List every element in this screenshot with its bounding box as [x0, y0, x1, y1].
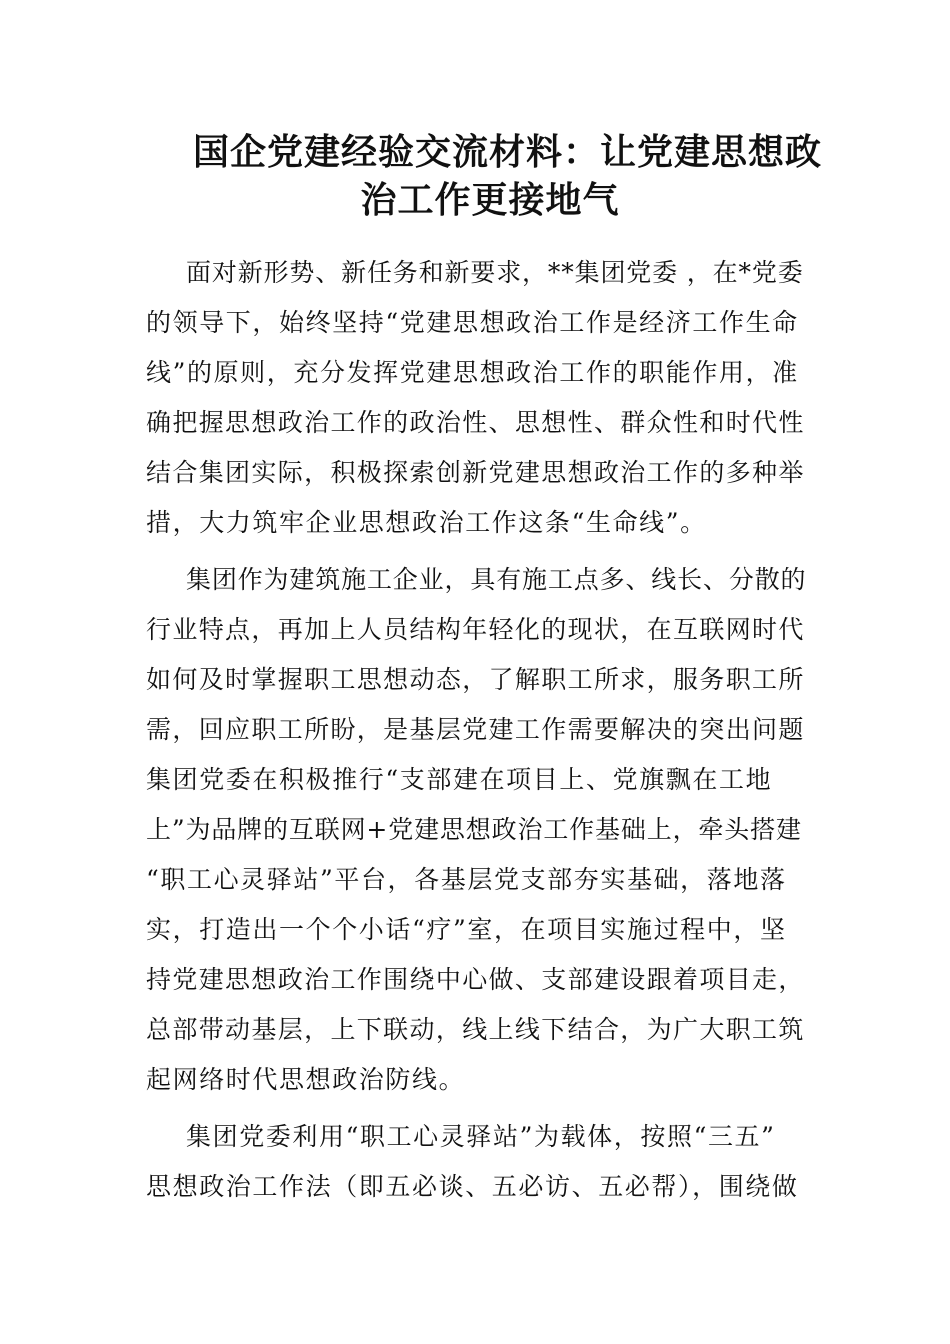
paragraph-2-line-10: 总部带动基层，上下联动，线上线下结合，为广大职工筑: [146, 1015, 805, 1044]
paragraph-2-line-4: 需，回应职工所盼，是基层党建工作需要解决的突出问题: [146, 715, 805, 744]
paragraph-2-line-1: 集团作为建筑施工企业，具有施工点多、线长、分散的: [186, 565, 807, 594]
paragraph-1-line-5: 结合集团实际，积极探索创新党建思想政治工作的多种举: [146, 458, 805, 487]
paragraph-2-line-6: 上”为品牌的互联网+党建思想政治工作基础上，牵头搭建: [146, 815, 802, 844]
document-title-line-2: 治工作更接地气: [360, 179, 620, 221]
paragraph-3-line-1: 集团党委利用“职工心灵驿站”为载体，按照“三五”: [186, 1122, 776, 1151]
paragraph-3-line-2: 思想政治工作法（即五必谈、五必访、五必帮），围绕做: [146, 1172, 799, 1201]
paragraph-1-line-1: 面对新形势、新任务和新要求，**集团党委 ，在*党委: [186, 258, 804, 287]
paragraph-1-line-3: 线”的原则，充分发挥党建思想政治工作的职能作用，准: [146, 358, 799, 387]
paragraph-1-line-2: 的领导下，始终坚持“党建思想政治工作是经济工作生命: [146, 308, 799, 337]
paragraph-2-line-11: 起网络时代思想政治防线。: [146, 1065, 466, 1094]
paragraph-1-line-4: 确把握思想政治工作的政治性、思想性、群众性和时代性: [146, 408, 805, 437]
paragraph-2-line-9: 持党建思想政治工作围绕中心做、支部建设跟着项目走，: [146, 965, 805, 994]
paragraph-2-line-5: 集团党委在积极推行“支部建在项目上、党旗飘在工地: [146, 765, 773, 794]
paragraph-1-line-6: 措，大力筑牢企业思想政治工作这条“生命线”。: [146, 508, 707, 537]
paragraph-2-line-3: 如何及时掌握职工思想动态，了解职工所求，服务职工所: [146, 665, 805, 694]
paragraph-2-line-2: 行业特点，再加上人员结构年轻化的现状，在互联网时代: [146, 615, 805, 644]
paragraph-2-line-7: “职工心灵驿站”平台，各基层党支部夯实基础，落地落: [146, 865, 787, 894]
paragraph-2-line-8: 实，打造出一个个小话“疗”室，在项目实施过程中，坚: [146, 915, 787, 944]
document-title-line-1: 国企党建经验交流材料：让党建思想政: [193, 131, 823, 173]
